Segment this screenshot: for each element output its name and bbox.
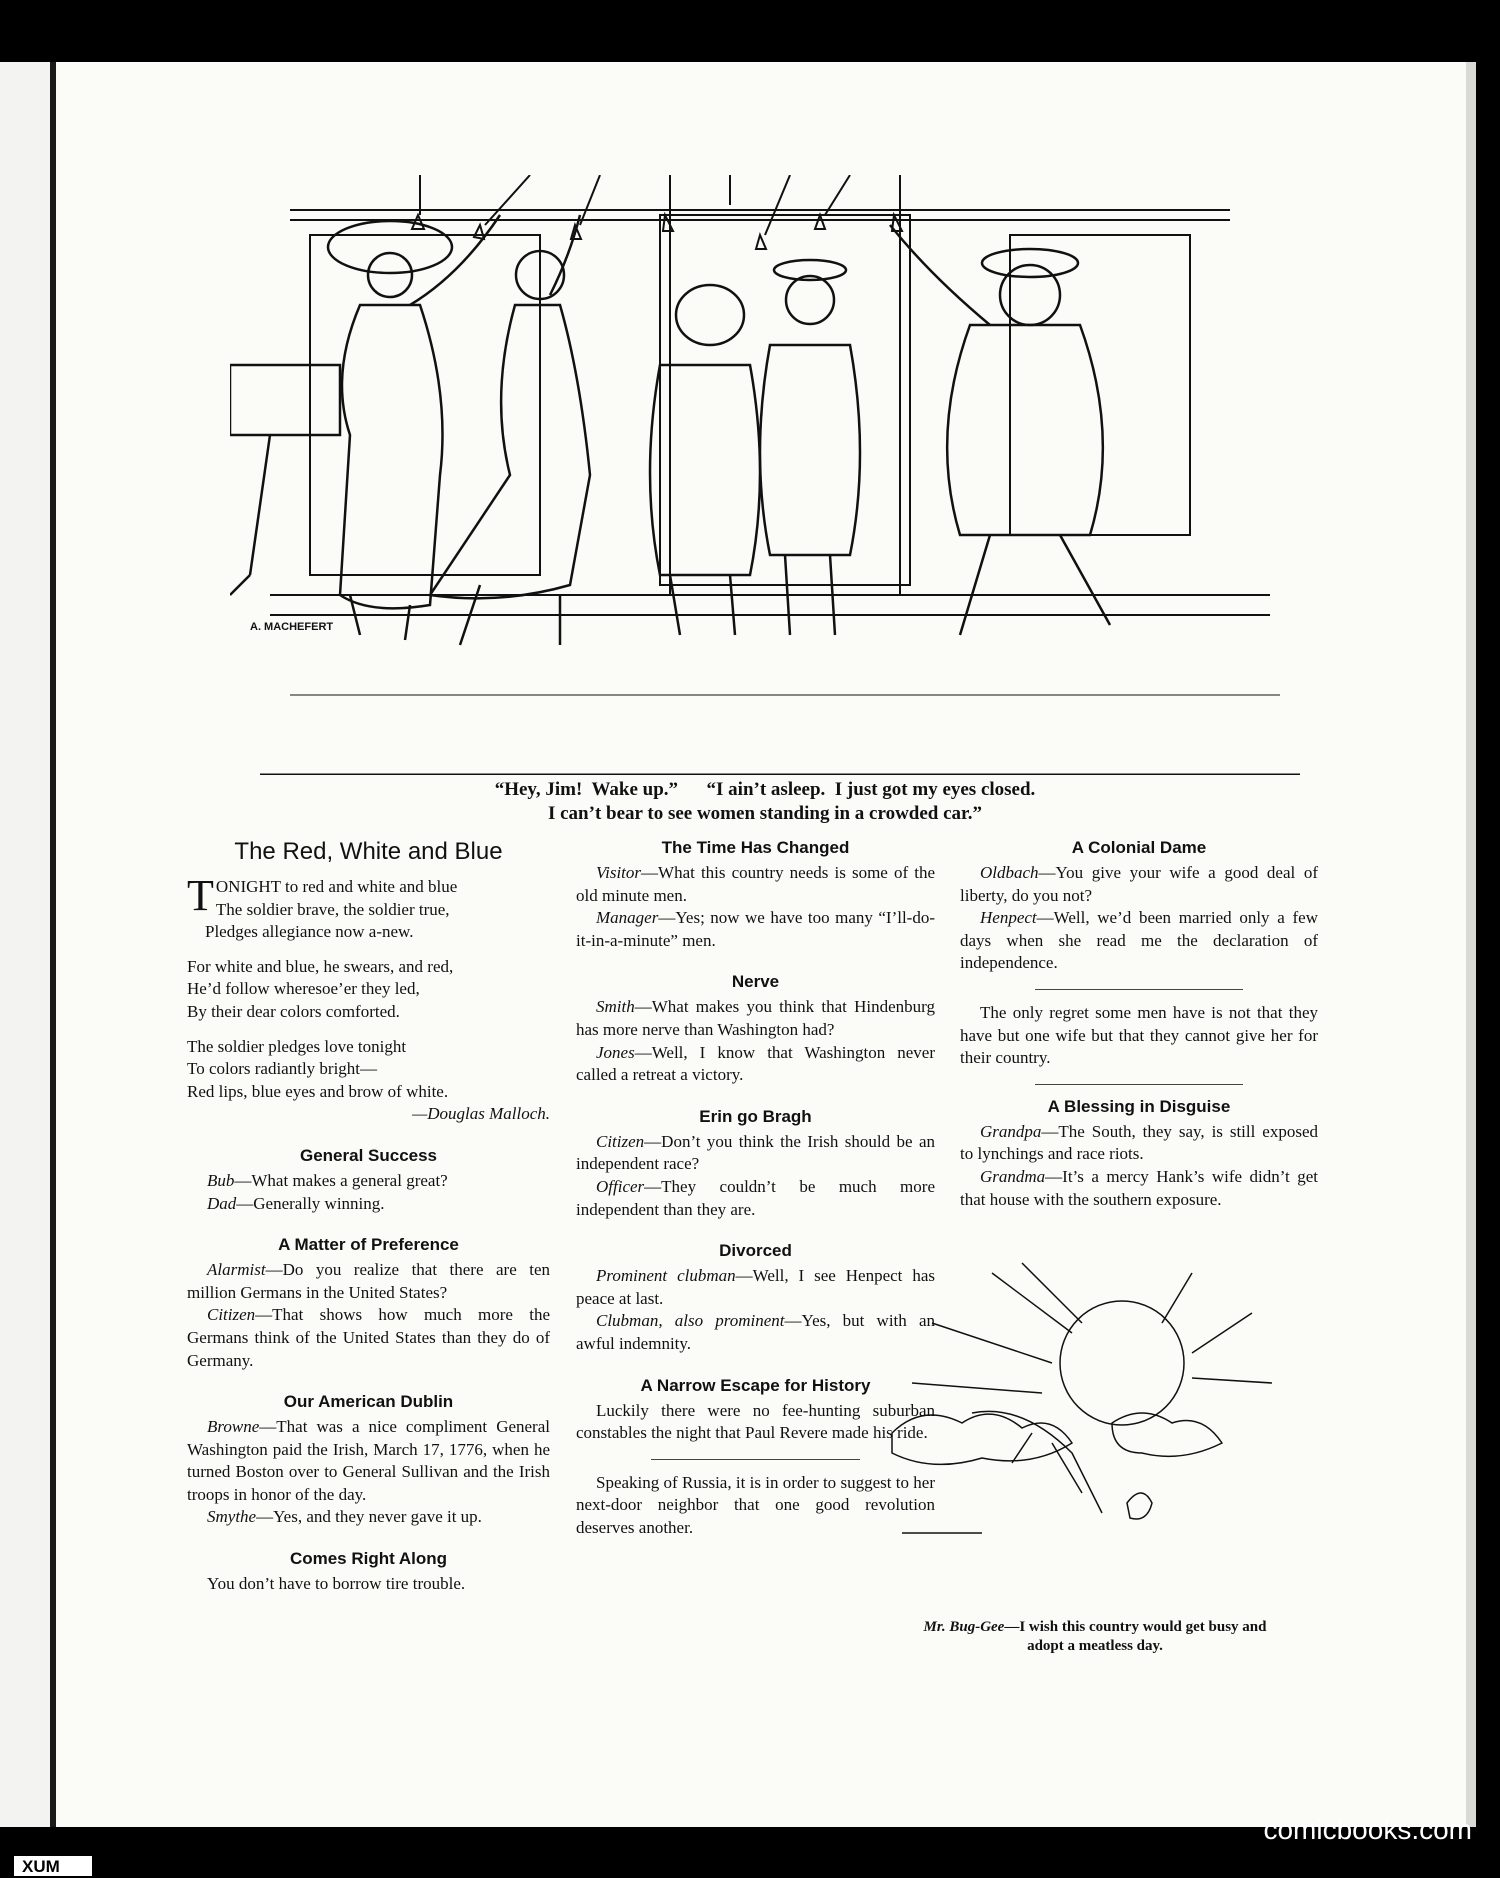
poem-stanza-2 xyxy=(187,956,550,1024)
heading-narrow-escape: A Narrow Escape for History xyxy=(640,1375,871,1395)
poem-author: —Douglas Malloch. xyxy=(412,1104,550,1124)
dialogue-line: Grandpa—The South, they say, is still exposed to lynchings and race riots. xyxy=(960,1121,1318,1164)
dialogue-line: Alarmist—Do you realize that there are ten million Germans in the United States? xyxy=(187,1260,550,1302)
dialogue-line: Oldbach—You give your wife a good deal of liberty, do you not? xyxy=(960,863,1318,905)
column-3 xyxy=(960,838,1318,1211)
dialogue-line: Smith—What makes you think that Hindenburg has more nerve than Washington had? xyxy=(576,997,935,1039)
cartoon-caption-line-1: “Hey, Jim! Wake up.” “I ain’t asleep. I just got my eyes closed. xyxy=(494,779,1036,800)
caption-text: —I wish this country would get busy and xyxy=(1004,1619,1267,1635)
dialogue-line: Prominent clubman—Well, I see Henpect has peace at last. xyxy=(576,1266,936,1308)
heading-colonial-dame: A Colonial Dame xyxy=(1071,838,1207,857)
poem-line: He’d follow wheresoe’er they led, xyxy=(187,979,420,999)
dialogue-line: Jones—Well, I know that Washington never called a retreat a victory. xyxy=(576,1042,935,1085)
dialogue-line: Henpect—Well, we’d been married only a few days when she read me the declaration of independence. xyxy=(960,908,1318,973)
paragraph: The only regret some men have is not that they have but one wife but that they cannot give her for their country. xyxy=(960,1002,1318,1068)
heading-american-dublin: Our American Dublin xyxy=(283,1392,454,1412)
poem-line: For white and blue, he swears, and red, xyxy=(187,956,454,976)
cartoon-caption xyxy=(300,778,1230,826)
heading-nerve: Nerve xyxy=(731,972,780,992)
dialogue-line: Smythe—Yes, and they never gave it up. xyxy=(207,1507,482,1527)
caption-text: adopt a meatless day. xyxy=(1027,1638,1163,1654)
streetcar-cartoon xyxy=(230,175,1300,775)
heading-time-has-changed: The Time Has Changed xyxy=(661,838,850,857)
poem-title: The Red, White and Blue xyxy=(234,838,503,865)
dialogue-line: Clubman, also prominent—Yes, but with an awful indemnity. xyxy=(576,1311,935,1353)
poem-line: To colors radiantly bright— xyxy=(187,1059,378,1079)
dialogue-line: Citizen—That shows how much more the Germans think of the United States than they do of Germany. xyxy=(187,1305,550,1370)
heading-matter-of-preference: A Matter of Preference xyxy=(278,1235,459,1255)
heading-blessing-in-disguise: A Blessing in Disguise xyxy=(1047,1096,1231,1116)
paragraph: Speaking of Russia, it is in order to suggest to her next-door neighbor that one good revolution deserves another. xyxy=(576,1472,935,1537)
cartoon-caption-line-2: I can’t bear to see women standing in a crowded car.” xyxy=(547,803,982,824)
poem-line: By their dear colors comforted. xyxy=(187,1001,400,1021)
poem-stanza-3 xyxy=(187,1036,550,1104)
heading-divorced: Divorced xyxy=(719,1241,792,1261)
dialogue-line: Dad—Generally winning. xyxy=(207,1193,385,1213)
dialogue-line: Officer—They couldn’t be much more independent than they are. xyxy=(576,1176,935,1219)
dialogue-line: Manager—Yes; now we have too many “I’ll-do-it-in-a-minute” men. xyxy=(576,908,935,950)
divider xyxy=(651,1459,859,1460)
bug-cartoon-caption xyxy=(885,1618,1305,1656)
right-page-edge xyxy=(1466,62,1476,1827)
paragraph: Luckily there were no fee-hunting suburban constables the night that Paul Revere made his ride. xyxy=(576,1400,935,1443)
heading-comes-right-along: Comes Right Along xyxy=(289,1549,448,1569)
divider xyxy=(1035,1084,1243,1085)
caption-speaker: Mr. Bug-Gee xyxy=(923,1619,1005,1635)
poem-line: ONIGHT to red and white and blue xyxy=(215,877,458,896)
divider xyxy=(1035,989,1243,990)
poem-line: The soldier brave, the soldier true, xyxy=(215,899,450,919)
dialogue-line: Visitor—What this country needs is some of the old minute men. xyxy=(576,863,935,905)
poem-line: Red lips, blue eyes and brow of white. xyxy=(187,1081,449,1101)
paragraph: You don’t have to borrow tire trouble. xyxy=(207,1574,466,1594)
bug-cartoon xyxy=(872,1253,1312,1613)
column-1 xyxy=(187,838,550,1596)
scan-tag-label: XUM xyxy=(22,1857,60,1876)
poem-line: The soldier pledges love tonight xyxy=(187,1036,407,1056)
dialogue-line: Grandma—It’s a mercy Hank’s wife didn’t get that house with the southern exposure. xyxy=(960,1166,1318,1209)
dialogue-line: Citizen—Don’t you think the Irish should be an independent race? xyxy=(576,1131,935,1174)
poem-line: Pledges allegiance now a-new. xyxy=(205,922,414,942)
heading-erin-go-bragh: Erin go Bragh xyxy=(699,1106,812,1126)
drop-cap: T xyxy=(187,871,214,920)
dialogue-line: Bub—What makes a general great? xyxy=(207,1170,448,1190)
dialogue-line: Browne—That was a nice compliment General Washington paid the Irish, March 17, 1776, when he turned Boston over to General Sullivan and the Irish troops in honor of the day. xyxy=(187,1417,550,1504)
site-watermark: comicbooks.com xyxy=(1263,1814,1472,1845)
left-page-edge xyxy=(0,62,50,1827)
poem-stanza-1 xyxy=(187,871,550,944)
cartoon-signature: A. MACHEFERT xyxy=(250,621,334,633)
heading-general-success: General Success xyxy=(299,1145,438,1165)
scan-tag xyxy=(14,1856,92,1876)
